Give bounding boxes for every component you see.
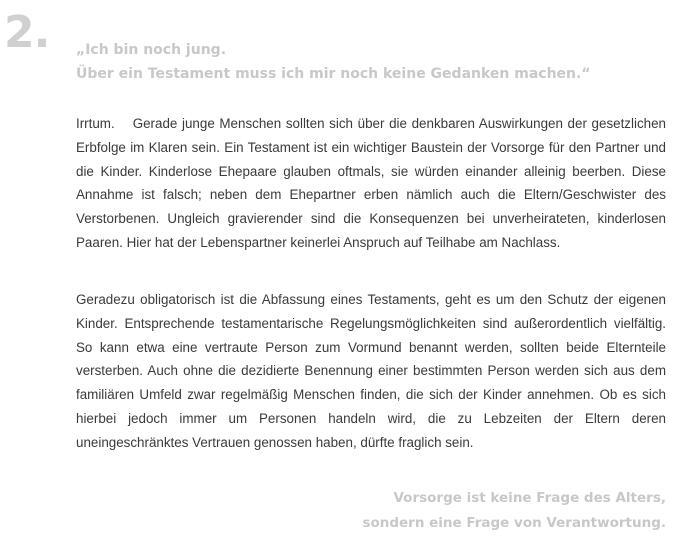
heading-line-2: Über ein Testament muss ich mir noch keine Gedanken machen.“ xyxy=(76,66,591,82)
paragraph-2: Geradezu obligatorisch ist die Abfassung eines Testaments, geht es um den Schutz der eigenen Kinder. Entsprechende testamentarische Regelungsmöglichkeiten sind außerordentlich vielfältig. So kann etwa eine vertraute Person zum Vormund benannt werden, sollten beide Elternteile versterben. Auch ohne die dezidierte Benennung einer bestimmten Person werden sich aus dem familiären Umfeld zwar regelmäßig Menschen finden, die sich der Kinder annehmen. Ob es sich hierbei jedoch immer um Personen handeln wird, die zu Lebzeiten der Eltern deren uneingeschränktes Vertrauen genossen haben, dürfte fraglich sein. xyxy=(76,292,666,450)
quote-line-2: sondern eine Frage von Verantwortung. xyxy=(362,515,666,531)
paragraph-1-lead: Irrtum. xyxy=(76,116,115,131)
section-number: 2. xyxy=(4,7,50,58)
paragraph-1 xyxy=(76,112,666,255)
closing-quote xyxy=(362,486,666,536)
section-heading xyxy=(76,38,591,86)
quote-line-1: Vorsorge ist keine Frage des Alters, xyxy=(393,490,666,506)
paragraph-1-text: Gerade junge Menschen sollten sich über die denkbaren Auswirkungen der gesetzlichen Erbfolge im Klaren sein. Ein Testament ist ein wichtiger Baustein der Vorsorge für den Partner und die Kinder. Kinderlose Ehepaare glauben oftmals, sie würden einander alleinig beerben. Diese Annahme ist falsch; neben dem Ehepartner erben nämlich auch die Eltern/Geschwister des Verstorbenen. Ungleich gravierender sind die Konsequenzen bei unverheirateten, kinderlosen Paaren. Hier hat der Lebenspartner keinerlei Anspruch auf Teilhabe am Nachlass. xyxy=(76,116,666,250)
heading-line-1: „Ich bin noch jung. xyxy=(76,42,227,58)
